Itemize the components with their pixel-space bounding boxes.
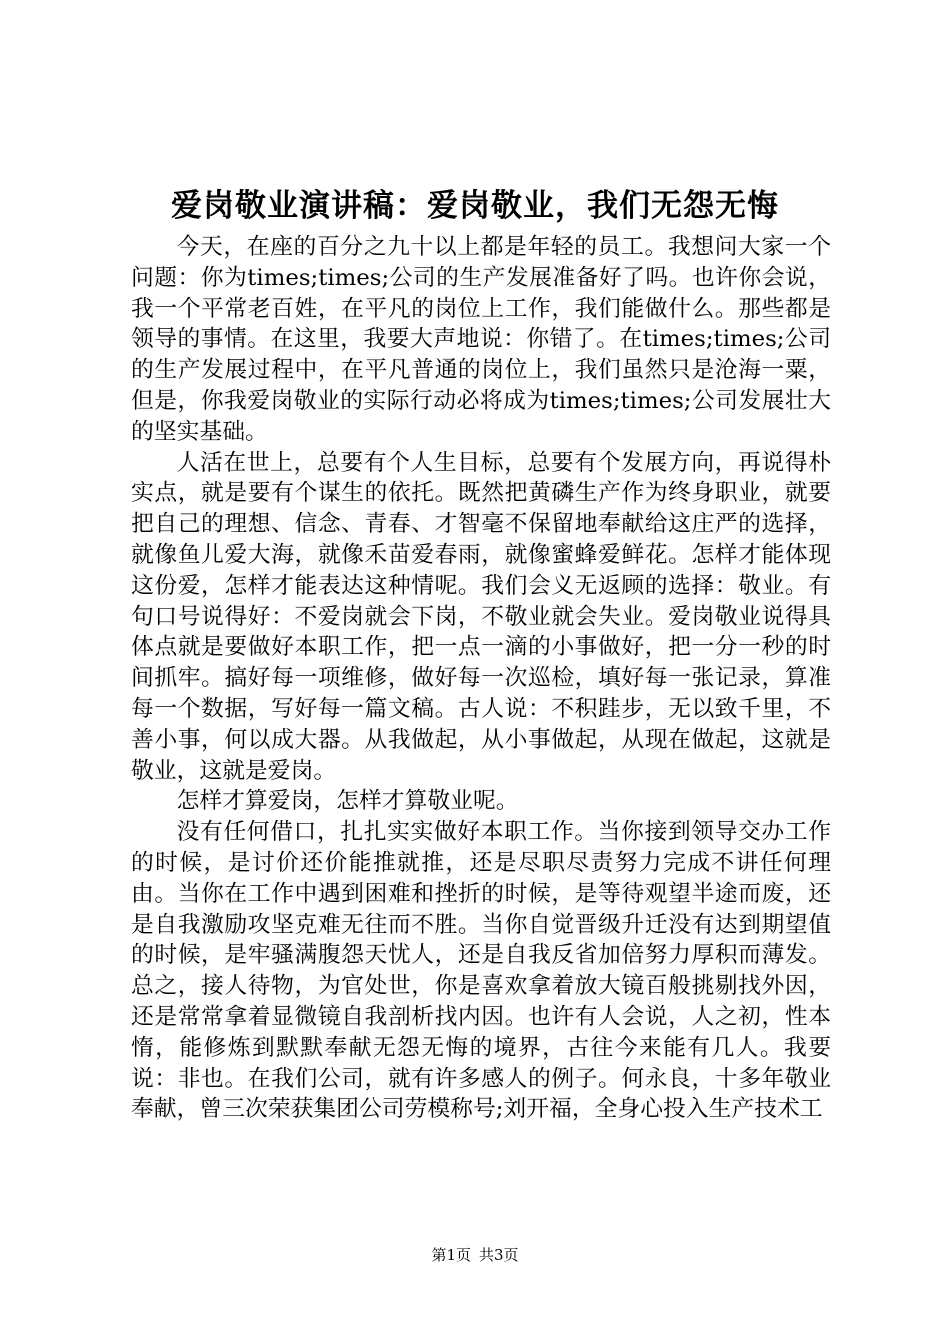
page-total: 共3页 xyxy=(479,1246,519,1264)
paragraph: 没有任何借口，扎扎实实做好本职工作。当你接到领导交办工作的时候，是讨价还价能推就推，还是尽职尽责努力完成不讲任何理由。当你在工作中遇到困难和挫折的时候，是等待观望半途而废，还是自我激励攻坚克难无往而不胜。当你自觉晋级升迁没有达到期望值的时候，是牢骚满腹怨天忧人，还是自我反省加倍努力厚积而薄发。总之，接人待物，为官处世，你是喜欢拿着放大镜百般挑剔找外因，还是常常拿着显微镜自我剖析找内因。也许有人会说，人之初，性本惰，能修炼到默默奉献无怨无悔的境界，古往今来能有几人。我要说：非也。在我们公司，就有许多感人的例子。何永良，十多年敬业奉献，曾三次荣获集团公司劳模称号;刘开福，全身心投入生产技术工 xyxy=(131,819,831,1123)
paragraph: 怎样才算爱岗，怎样才算敬业呢。 xyxy=(176,788,519,815)
page-number: 第1页 xyxy=(431,1246,471,1264)
document-body xyxy=(131,232,831,1125)
document-title: 爱岗敬业演讲稿：爱岗敬业，我们无怨无悔 xyxy=(171,188,779,224)
paragraph: 人活在世上，总要有个人生目标，总要有个发展方向，再说得朴实点，就是要有个谋生的依托。既然把黄磷生产作为终身职业，就要把自己的理想、信念、青春、才智毫不保留地奉献给这庄严的选择，就像鱼儿爱大海，就像禾苗爱春雨，就像蜜蜂爱鲜花。怎样才能体现这份爱，怎样才能表达这种情呢。我们会义无返顾的选择：敬业。有句口号说得好：不爱岗就会下岗，不敬业就会失业。爱岗敬业说得具体点就是要做好本职工作，把一点一滴的小事做好，把一分一秒的时间抓牢。搞好每一项维修，做好每一次巡检，填好每一张记录，算准每一个数据，写好每一篇文稿。古人说：不积跬步，无以致千里，不善小事，何以成大器。从我做起，从小事做起，从现在做起，这就是敬业，这就是爱岗。 xyxy=(131,449,831,784)
paragraph: 今天，在座的百分之九十以上都是年轻的员工。我想问大家一个问题：你为times;times;公司的生产发展准备好了吗。也许你会说，我一个平常老百姓，在平凡的岗位上工作，我们能做什么。那些都是领导的事情。在这里，我要大声地说：你错了。在times;times;公司的生产发展过程中，在平凡普通的岗位上，我们虽然只是沧海一粟，但是，你我爱岗敬业的实际行动必将成为times;times;公司发展壮大的坚实基础。 xyxy=(131,234,831,445)
page-footer xyxy=(0,1244,950,1266)
